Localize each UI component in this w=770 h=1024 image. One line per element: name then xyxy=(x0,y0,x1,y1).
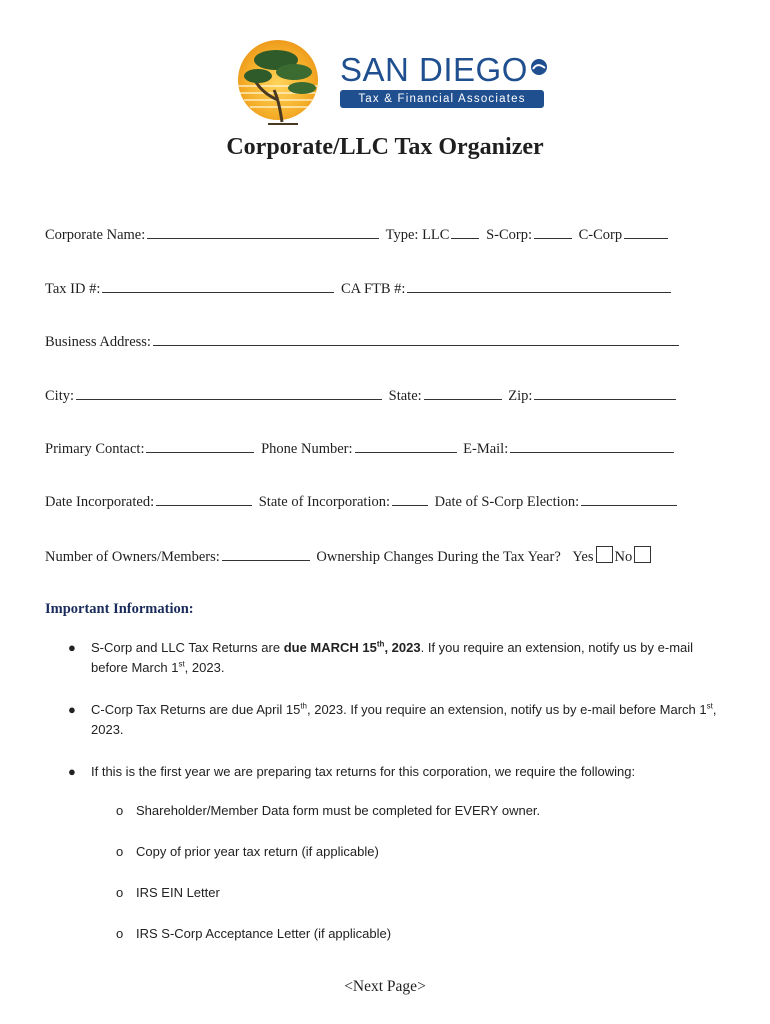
state-field[interactable] xyxy=(424,387,502,400)
brand-tagline-bar xyxy=(340,90,544,108)
state-of-incorporation-field[interactable] xyxy=(392,493,428,506)
phone-number-field[interactable] xyxy=(355,440,457,453)
type-label: Type: LLC xyxy=(385,227,450,243)
brand-name: SAN DIEGO xyxy=(340,51,528,88)
form-row-city xyxy=(45,387,679,405)
wave-icon xyxy=(530,56,548,78)
circle-bullet-icon: o xyxy=(116,885,124,900)
brand-tagline: Tax & Financial Associates xyxy=(358,93,526,105)
form-row-corporate xyxy=(45,226,671,244)
no-checkbox[interactable] xyxy=(634,546,651,563)
bullet-text-1: S-Corp and LLC Tax Returns are due MARCH 15th, 2023. If you require an extension, notify us by e-mail before March 1st, 2023. xyxy=(91,639,694,675)
page-title: Corporate/LLC Tax Organizer xyxy=(226,134,544,160)
bullet-icon: ● xyxy=(68,764,76,779)
date-incorporated-field[interactable] xyxy=(156,493,252,506)
form-row-contact xyxy=(45,440,677,458)
company-logo xyxy=(228,38,548,126)
number-of-owners-label: Number of Owners/Members: xyxy=(45,549,220,565)
sun-tree-icon xyxy=(228,38,340,126)
list-item xyxy=(68,638,728,678)
business-address-label: Business Address: xyxy=(45,334,151,350)
circle-bullet-icon: o xyxy=(116,803,124,818)
s-corp-label: S-Corp: xyxy=(486,227,533,243)
zip-label: Zip: xyxy=(508,388,533,404)
state-label: State: xyxy=(388,388,422,404)
c-corp-field[interactable] xyxy=(624,226,668,239)
yes-label: Yes xyxy=(572,549,594,565)
next-page-link[interactable]: <Next Page> xyxy=(344,978,426,995)
circle-bullet-icon: o xyxy=(116,844,124,859)
form-row-tax-id xyxy=(45,280,674,298)
date-s-corp-election-label: Date of S-Corp Election: xyxy=(434,494,580,510)
form-row-address xyxy=(45,333,682,351)
number-of-owners-field[interactable] xyxy=(222,548,310,561)
list-item xyxy=(68,700,728,740)
primary-contact-field[interactable] xyxy=(146,440,254,453)
ownership-changes-label: Ownership Changes During the Tax Year? xyxy=(316,549,561,565)
date-incorporated-label: Date Incorporated: xyxy=(45,494,155,510)
no-label: No xyxy=(614,549,633,565)
bullet-text-2: C-Corp Tax Returns are due April 15th, 2023. If you require an extension, notify us by e-mail before March 1st, 2023. xyxy=(91,701,717,737)
ca-ftb-field[interactable] xyxy=(407,280,671,293)
list-item xyxy=(68,762,728,782)
zip-field[interactable] xyxy=(534,387,676,400)
business-address-field[interactable] xyxy=(153,333,679,346)
city-field[interactable] xyxy=(76,387,382,400)
tax-id-field[interactable] xyxy=(102,280,334,293)
bullet-text-3: If this is the first year we are preparing tax returns for this corporation, we require the following: xyxy=(91,764,636,779)
corporate-name-label: Corporate Name: xyxy=(45,227,146,243)
email-field[interactable] xyxy=(510,440,674,453)
email-label: E-Mail: xyxy=(463,441,509,457)
bullet-icon: ● xyxy=(68,640,76,655)
form-row-incorporation xyxy=(45,493,680,511)
ca-ftb-label: CA FTB #: xyxy=(340,281,406,297)
date-s-corp-election-field[interactable] xyxy=(581,493,677,506)
s-corp-field[interactable] xyxy=(534,226,572,239)
city-label: City: xyxy=(45,388,75,404)
corporate-name-field[interactable] xyxy=(147,226,379,239)
primary-contact-label: Primary Contact: xyxy=(45,441,145,457)
form-row-owners xyxy=(45,546,653,566)
circle-bullet-icon: o xyxy=(116,926,124,941)
yes-checkbox[interactable] xyxy=(596,546,613,563)
state-of-incorporation-label: State of Incorporation: xyxy=(258,494,390,510)
tax-id-label: Tax ID #: xyxy=(45,281,101,297)
important-heading: Important Information: xyxy=(45,601,194,617)
phone-number-label: Phone Number: xyxy=(261,441,353,457)
c-corp-label: C-Corp xyxy=(578,227,623,243)
type-llc-field[interactable] xyxy=(451,226,479,239)
bullet-icon: ● xyxy=(68,702,76,717)
